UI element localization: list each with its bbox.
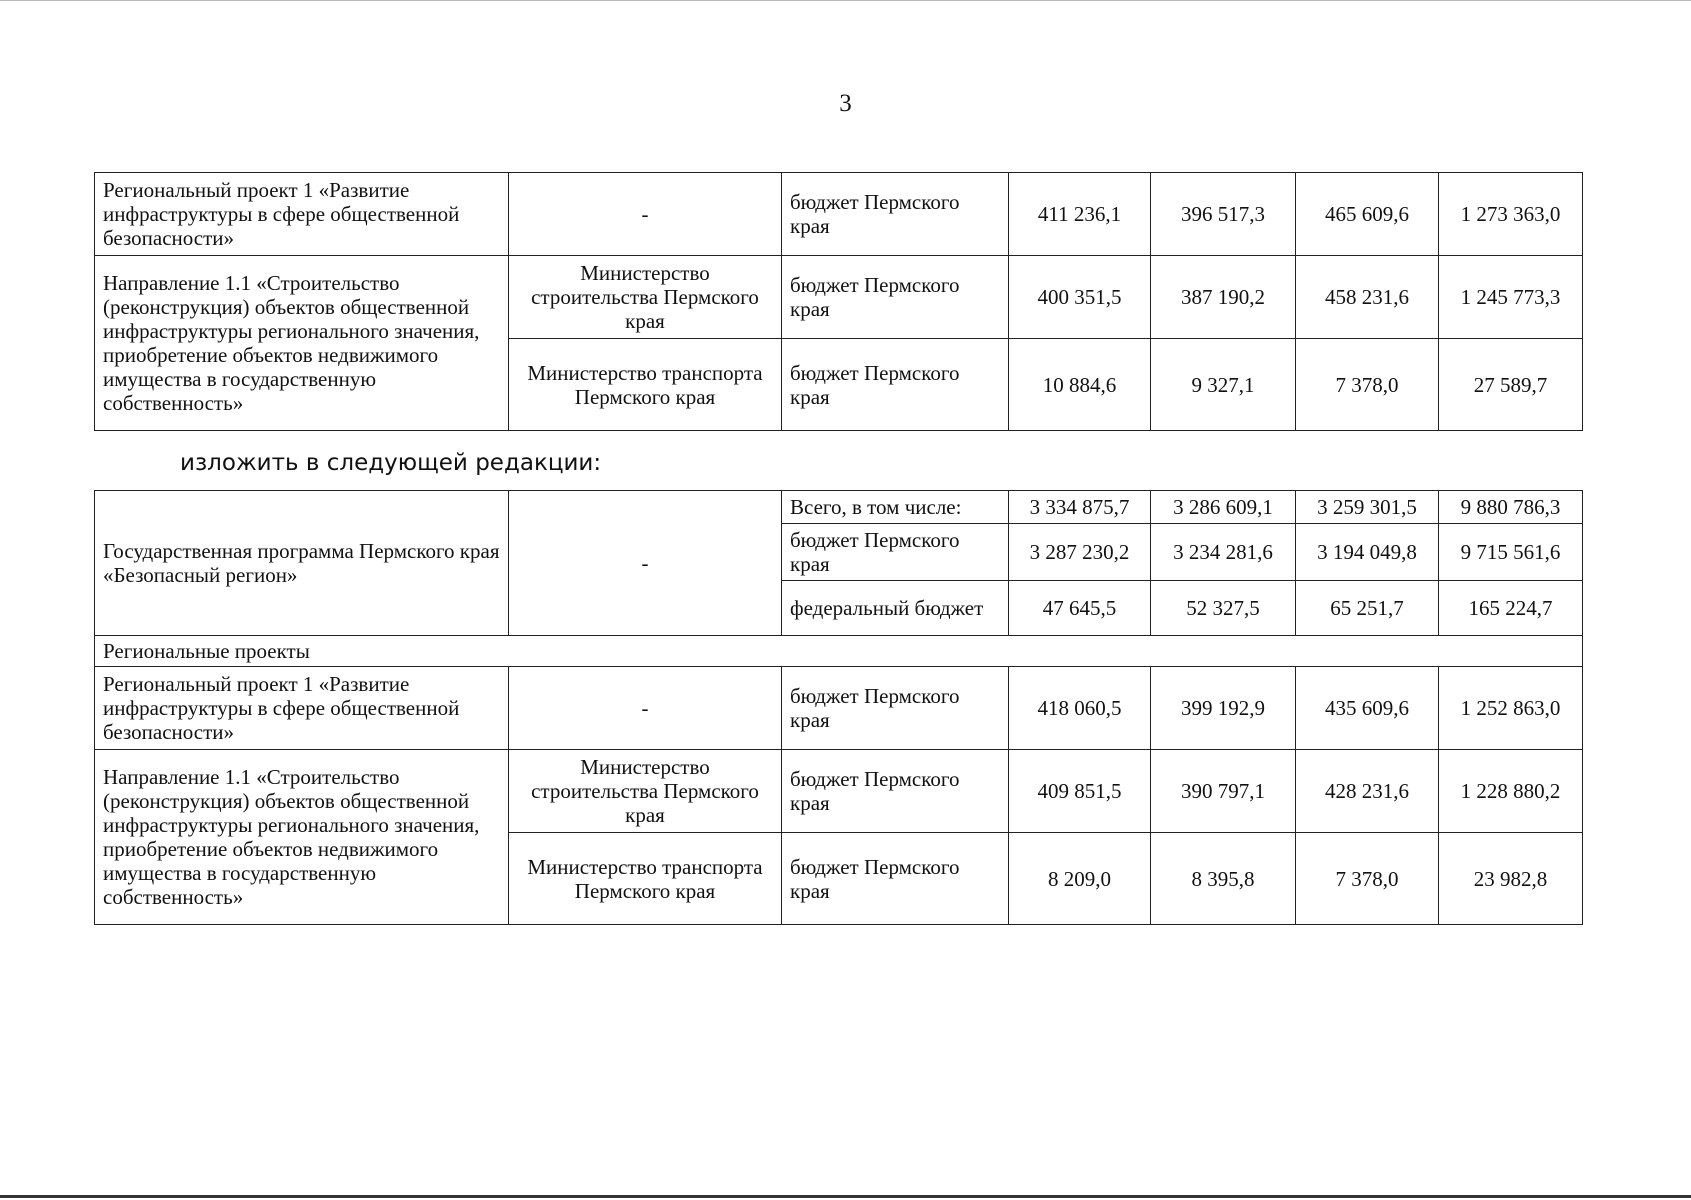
year3-value: 3 194 049,8 <box>1296 524 1439 581</box>
executor-cell: Министерство транспорта Пермского края <box>509 833 782 925</box>
funding-source-cell: бюджет Пермского края <box>782 173 1009 256</box>
year2-value: 390 797,1 <box>1151 750 1296 833</box>
total-value: 23 982,8 <box>1439 833 1583 925</box>
year3-value: 7 378,0 <box>1296 339 1439 431</box>
total-value: 1 228 880,2 <box>1439 750 1583 833</box>
year3-value: 7 378,0 <box>1296 833 1439 925</box>
old-budget-table <box>94 172 1583 431</box>
funding-source-cell: бюджет Пермского края <box>782 667 1009 750</box>
table-row <box>95 173 1583 256</box>
year2-value: 3 234 281,6 <box>1151 524 1296 581</box>
year2-value: 9 327,1 <box>1151 339 1296 431</box>
table-row <box>95 667 1583 750</box>
instruction-text: изложить в следующей редакции: <box>180 450 602 476</box>
executor-cell: Министерство транспорта Пермского края <box>509 339 782 431</box>
year2-value: 8 395,8 <box>1151 833 1296 925</box>
year1-value: 409 851,5 <box>1009 750 1151 833</box>
executor-cell: - <box>509 173 782 256</box>
page-number: 3 <box>839 90 852 117</box>
funding-source-cell: бюджет Пермского края <box>782 339 1009 431</box>
year1-value: 411 236,1 <box>1009 173 1151 256</box>
funding-source-cell: бюджет Пермского края <box>782 833 1009 925</box>
table-row <box>95 491 1583 524</box>
funding-source-cell: бюджет Пермского края <box>782 524 1009 581</box>
year1-value: 3 287 230,2 <box>1009 524 1151 581</box>
year3-value: 435 609,6 <box>1296 667 1439 750</box>
year3-value: 458 231,6 <box>1296 256 1439 339</box>
total-value: 9 880 786,3 <box>1439 491 1583 524</box>
table-row <box>95 256 1583 339</box>
executor-cell: Министерство строительства Пермского края <box>509 256 782 339</box>
year3-value: 3 259 301,5 <box>1296 491 1439 524</box>
total-value: 9 715 561,6 <box>1439 524 1583 581</box>
executor-cell: - <box>509 491 782 636</box>
new-budget-table <box>94 490 1583 925</box>
funding-source-cell: Всего, в том числе: <box>782 491 1009 524</box>
total-value: 1 273 363,0 <box>1439 173 1583 256</box>
total-value: 27 589,7 <box>1439 339 1583 431</box>
program-name-cell: Государственная программа Пермского края «Безопасный регион» <box>95 491 509 636</box>
year1-value: 418 060,5 <box>1009 667 1151 750</box>
direction-name-cell: Направление 1.1 «Строительство (реконструкция) объектов общественной инфраструктуры регионального значения, приобретение объектов недвижимого имущества в государственную собственность» <box>95 750 509 925</box>
year3-value: 465 609,6 <box>1296 173 1439 256</box>
project-name-cell: Региональный проект 1 «Развитие инфраструктуры в сфере общественной безопасности» <box>95 667 509 750</box>
section-row <box>95 636 1583 667</box>
project-name-cell: Региональный проект 1 «Развитие инфраструктуры в сфере общественной безопасности» <box>95 173 509 256</box>
year3-value: 428 231,6 <box>1296 750 1439 833</box>
year2-value: 52 327,5 <box>1151 581 1296 636</box>
year1-value: 10 884,6 <box>1009 339 1151 431</box>
total-value: 1 252 863,0 <box>1439 667 1583 750</box>
year1-value: 400 351,5 <box>1009 256 1151 339</box>
year1-value: 8 209,0 <box>1009 833 1151 925</box>
scan-edge-bottom <box>0 1195 1691 1198</box>
scan-edge-top <box>0 0 1691 1</box>
executor-cell: - <box>509 667 782 750</box>
funding-source-cell: федеральный бюджет <box>782 581 1009 636</box>
total-value: 1 245 773,3 <box>1439 256 1583 339</box>
section-label: Региональные проекты <box>95 636 1583 667</box>
year2-value: 399 192,9 <box>1151 667 1296 750</box>
year1-value: 47 645,5 <box>1009 581 1151 636</box>
funding-source-cell: бюджет Пермского края <box>782 256 1009 339</box>
year2-value: 3 286 609,1 <box>1151 491 1296 524</box>
direction-name-cell: Направление 1.1 «Строительство (реконструкция) объектов общественной инфраструктуры регионального значения, приобретение объектов недвижимого имущества в государственную собственность» <box>95 256 509 431</box>
year3-value: 65 251,7 <box>1296 581 1439 636</box>
table-row <box>95 750 1583 833</box>
total-value: 165 224,7 <box>1439 581 1583 636</box>
funding-source-cell: бюджет Пермского края <box>782 750 1009 833</box>
executor-cell: Министерство строительства Пермского края <box>509 750 782 833</box>
year2-value: 387 190,2 <box>1151 256 1296 339</box>
year2-value: 396 517,3 <box>1151 173 1296 256</box>
year1-value: 3 334 875,7 <box>1009 491 1151 524</box>
